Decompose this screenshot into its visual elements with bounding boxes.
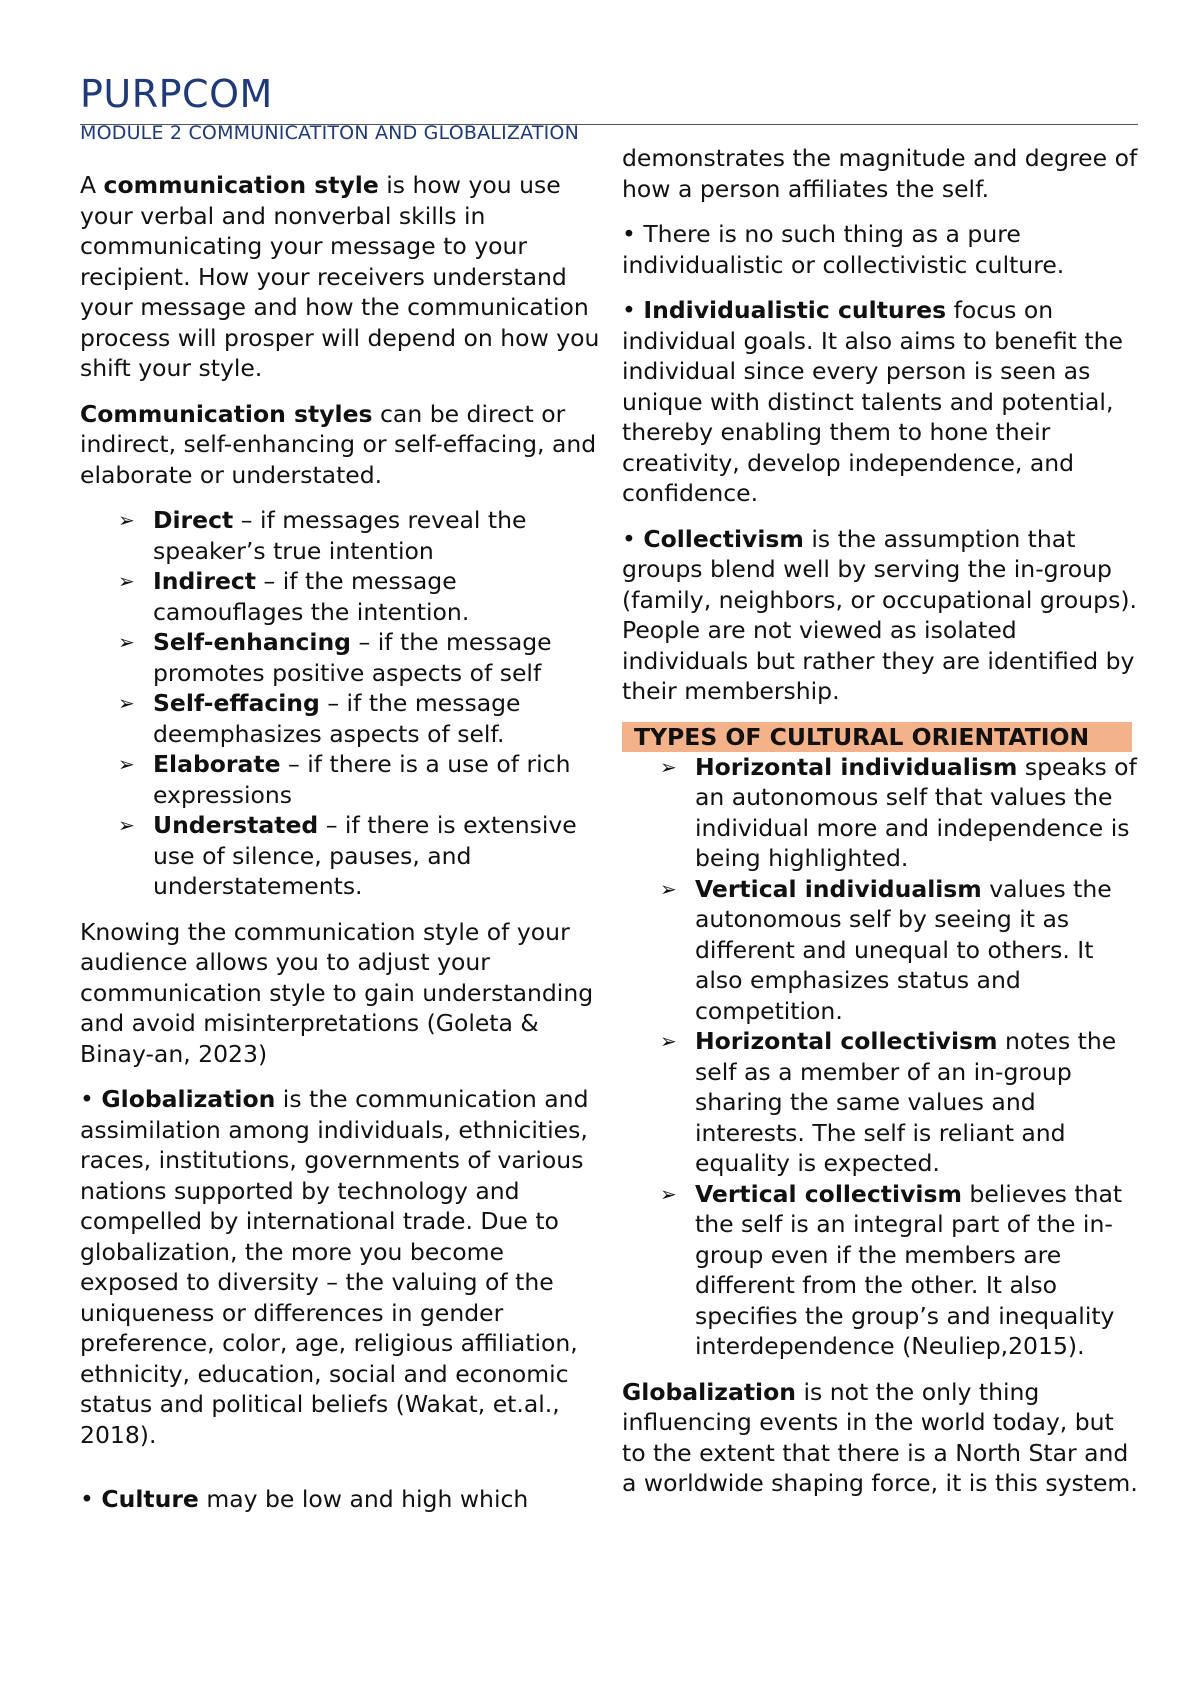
paragraph-continuation: demonstrates the magnitude and degree of how a person affiliates the self. [622,144,1138,203]
paragraph-no-pure-culture: • There is no such thing as a pure individualistic or collectivistic culture. [622,220,1065,279]
list-item: ➢ Indirect – if the message camouflages the intention. [118,567,470,626]
list-item: ➢ Self-effacing – if the message deemphasizes aspects of self. [118,689,521,748]
arrow-bullet-icon: ➢ [660,876,677,901]
paragraph-individualistic-cultures: • Individualistic cultures focus on individual goals. It also aims to benefit the individual since every person is seen as unique with distinct talents and potential, thereby enabling them to hone their creativity, develop independence, and confidence. [622,296,1123,507]
paragraph-communication-style: A communication style is how you use your verbal and nonverbal skills in communicating your message to your recipient. How your receivers understand your message and how the communication process will prosper will depend on how you shift your style. [80,171,600,382]
arrow-bullet-icon: ➢ [660,1181,677,1206]
paragraph-globalization-north-star: Globalization is not the only thing influencing events in the world today, but to the extent that there is a North Star and a worldwide shaping force, it is this system. [622,1377,1138,1497]
module-subtitle: MODULE 2 COMMUNICATITON AND GLOBALIZATION [80,122,579,144]
arrow-bullet-icon: ➢ [118,691,135,715]
list-item: ➢ Direct – if messages reveal the speaker’s true intention [118,506,527,565]
list-item: ➢ Understated – if there is extensive use of silence, pauses, and understatements. [118,811,577,900]
orientation-types-list [622,752,1142,1362]
arrow-bullet-icon: ➢ [118,752,135,776]
arrow-bullet-icon: ➢ [118,508,135,532]
paragraph-knowing-style: Knowing the communication style of your audience allows you to adjust your communication style to gain understanding and avoid misinterpretations (Goleta & Binay-an, 2023) [80,917,594,1068]
arrow-bullet-icon: ➢ [118,813,135,837]
paragraph-collectivism: • Collectivism is the assumption that groups blend well by serving the in-group (family, neighbors, or occupational groups). People are not viewed as isolated individuals but rather they are identified by their membership. [622,524,1137,705]
arrow-bullet-icon: ➢ [118,630,135,654]
list-item: ➢ Horizontal collectivism notes the self as a member of an in-group sharing the same values and interests. The self is reliant and equality is expected. [660,1027,1117,1177]
right-column [622,143,1142,1514]
left-column [80,170,600,1530]
section-banner: TYPES OF CULTURAL ORIENTATION [622,722,1132,752]
styles-list [80,505,600,902]
list-item: ➢ Vertical collectivism believes that the self is an integral part of the in-group even if the members are different from the other. It also specifies the group’s and inequality interdependence (Neuliep,2015). [660,1179,1123,1360]
document-title: PURPCOM [80,72,273,116]
arrow-bullet-icon: ➢ [660,754,677,779]
arrow-bullet-icon: ➢ [660,1029,677,1053]
paragraph-culture: • Culture may be low and high which [80,1485,529,1513]
arrow-bullet-icon: ➢ [118,569,135,593]
paragraph-communication-styles: Communication styles can be direct or indirect, self-enhancing or self-effacing, and elaborate or understated. [80,399,597,489]
list-item: ➢ Horizontal individualism speaks of an autonomous self that values the individual more and independence is being highlighted. [660,752,1137,872]
list-item: ➢ Vertical individualism values the autonomous self by seeing it as different and unequal to others. It also emphasizes status and competition. [660,874,1112,1025]
paragraph-globalization: • Globalization is the communication and assimilation among individuals, ethnicities, races, institutions, governments of various nations supported by technology and compelled by international trade. Due to globalization, the more you become exposed to diversity – the valuing of the uniqueness or differences in gender preference, color, age, religious affiliation, ethnicity, education, social and economic status and political beliefs (Wakat, et.al., 2018). [80,1085,589,1449]
list-item: ➢ Self-enhancing – if the message promotes positive aspects of self [118,628,552,687]
list-item: ➢ Elaborate – if there is a use of rich expressions [118,750,571,809]
